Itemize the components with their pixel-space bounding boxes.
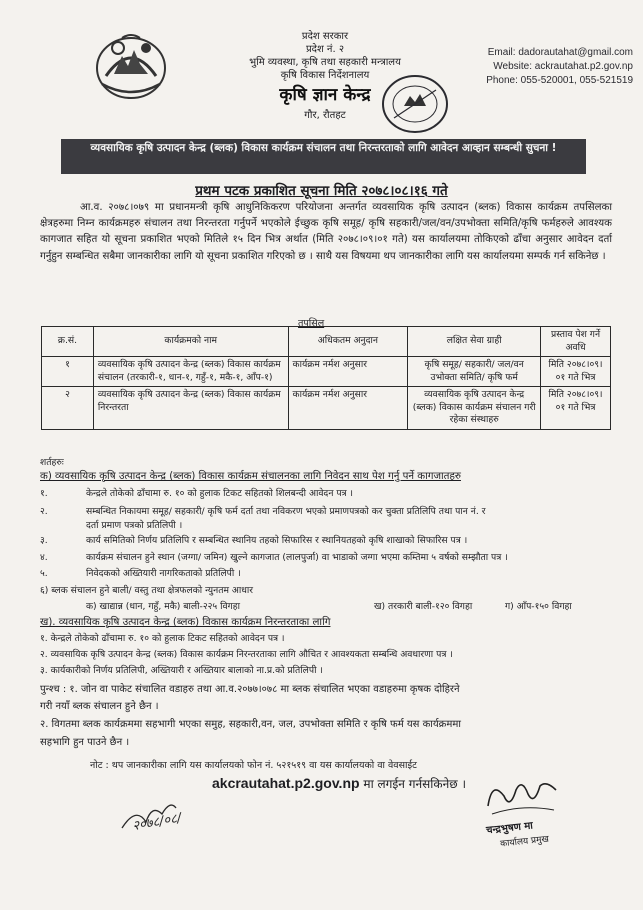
gov-line: प्रदेश सरकार	[301, 31, 349, 42]
website-tail: मा लगईन गर्नसकिनेछ ।	[363, 777, 467, 791]
list-item: १. केन्द्रले तोकेको ढाँचामा रु. १० को हुलाक टिकट सहितको आवेदन पत्र ।	[40, 633, 285, 644]
section-b-heading: ख). व्यवसायिक कृषि उत्पादन केन्द्र (ब्लक) विकास कार्यक्रम निरन्तरताका लागि	[40, 617, 331, 628]
item-number: १.	[40, 488, 48, 499]
item-text: सम्बन्धित निकायमा समूह/ सहकारी/ कृषि फर्म दर्ता तथा नविकरण भएको प्रमाणपत्रको कर चुक्ता प्रतिलिपि तथा पान नं. र	[86, 506, 486, 517]
notice-paragraph: आ.व. २०७८।०७९ मा प्रधानमन्त्री कृषि आधुनिकिकरण परियोजना अन्तर्गत व्यवसायिक कृषि उत्पादन (ब्लक) विकास कार्यक्रम तपसिलका क्षेत्रहरुमा निम्न कार्यक्रमहरु संचालन तथा निरन्तरता गर्नुपर्ने भएकोले ईच्छुक कृषि समूह/ कृषि सहकारी/जल/वन/उपभोक्ता समिति/कृषि फर्महरुले आवश्यक कागजात सहित यो सूचना प्रकाशित भएको मितिले १५ दिन भित्र अर्थात (मिति २०७८।०९।०१ गते) यस कार्यालयमा तोकिएको ढाँचा अनुसार आवेदन दर्ता गर्नुहुन सम्बन्धित सबैमा जानकारीका लागि यो सूचना प्रकाशित गरिएको छ । साथै यस विषयमा थप जानकारीका लागि यस कार्यालयमा सम्पर्क गर्न सकिनेछ ।	[40, 202, 612, 262]
list-item: ३. कार्यकारीको निर्णय प्रतिलिपी, अख्तियारी र अख्तियार बालाको ना.प्र.को प्रतिलिपी ।	[40, 665, 323, 676]
col-beneficiary: लक्षित सेवा ग्राही	[408, 327, 541, 357]
table-row	[42, 357, 611, 387]
item-number: ३.	[40, 535, 48, 546]
date-scribble: २०७८/०८/	[131, 810, 183, 835]
cell-grant: कार्यक्रम नर्मश अनुसार	[288, 357, 408, 387]
ministry-line: भुमि व्यवस्था, कृषि तथा सहकारी मन्त्रालय	[249, 57, 401, 68]
item-text: दर्ता प्रमाण पत्रको प्रतिलिपी ।	[86, 520, 183, 531]
list-item	[40, 519, 620, 532]
cell-program: व्यवसायिक कृषि उत्पादन केन्द्र (ब्लक) विकास कार्यक्रम निरन्तरता	[93, 387, 288, 430]
cell-beneficiary: व्यवसायिक कृषि उत्पादन केन्द्र (ब्लक) विकास कार्यक्रम संचालन गरी रहेका संस्थाहरु	[408, 387, 541, 430]
cell-deadline: मिति २०७८।०९।०१ गते भित्र	[541, 357, 611, 387]
item-number: ५.	[40, 568, 48, 579]
directorate-line: कृषि विकास निर्देशनालय	[280, 70, 370, 81]
cell-grant: कार्यक्रम नर्मश अनुसार	[288, 387, 408, 430]
area-vegetable: ख) तरकारी बाली-१२० विगहा	[374, 601, 473, 612]
col-grant: अधिकतम अनुदान	[288, 327, 408, 357]
cell-serial: १	[42, 357, 94, 387]
website-link[interactable]: akcrautahat.p2.gov.np	[212, 775, 360, 791]
area-cereal: क) खाद्यान्न (धान, गहुँ, मकै) बाली-२२५ विगहा	[86, 601, 241, 612]
signatory-title: कार्यालय प्रमुख	[499, 834, 550, 850]
conditions-label: शर्तहरुः	[40, 457, 64, 468]
signature-icon	[482, 776, 562, 821]
list-item	[40, 487, 620, 500]
note-website-line	[212, 775, 466, 792]
cell-program: व्यवसायिक कृषि उत्पादन केन्द्र (ब्लक) विकास कार्यक्रम संचालन (तरकारी-१, धान-१, गहुँ-१, मकै-१, आँप-१)	[93, 357, 288, 387]
item-text: केन्द्रले तोकेको ढाँचामा रु. १० को हुलाक टिकट सहितको शिलबन्दी आवेदन पत्र ।	[86, 488, 354, 499]
postscript-1: पुन्श्च : १. जोन वा पाकेट संचालित वडाहरु तथा आ.व.२०७७।०७८ मा ब्लक संचालित भएका वडाहरुमा कृषक दोहिरने	[40, 684, 460, 695]
office-stamp-icon	[380, 72, 450, 136]
office-location: गौर, रौतहट	[304, 110, 346, 121]
postscript-2: २. विगतमा ब्लक कार्यक्रममा सहभागी भएका समुह, सहकारी,वन, जल, उपभोक्ता समिति र कृषि फर्म यस कार्यक्रममा	[40, 719, 461, 730]
list-item	[40, 551, 620, 564]
notice-title: प्रथम पटक प्रकाशित सूचना मिति २०७८।०८।१६ गते	[195, 183, 448, 199]
section-a-heading: क) व्यवसायिक कृषि उत्पादन केन्द्र (ब्लक) विकास कार्यक्रम संचालनका लागि निवेदन साथ पेश गर्नु पर्ने कागजातहरु	[40, 471, 461, 482]
item-text: कार्य समितिको निर्णय प्रतिलिपि र सम्बन्धित स्थानिय तहको सिफारिस र स्थानियतहको कृषि शाखाको सिफारिस पत्र ।	[86, 535, 468, 546]
contact-block	[443, 46, 633, 88]
col-deadline: प्रस्ताव पेश गर्ने अवधि	[541, 327, 611, 357]
scribble-mark-icon	[118, 796, 178, 836]
area-mango: ग) आँप-१५० विगहा	[505, 601, 572, 612]
table-header-row	[42, 327, 611, 357]
postscript-1-cont: गरी नयाँ ब्लक संचालन हुने छैन ।	[40, 701, 159, 712]
item-text: निवेदकको अख्तियारी नागरिकताको प्रतिलिपी ।	[86, 568, 241, 579]
col-serial: क्र.सं.	[42, 327, 94, 357]
item-number: २.	[40, 506, 48, 517]
list-item: २. व्यवसायिक कृषि उत्पादन केन्द्र (ब्लक) विकास कार्यक्रम निरन्तरताका लागि औचित र आवश्यकता सम्बन्धि अवधारणा पत्र ।	[40, 649, 453, 660]
program-table	[41, 326, 611, 430]
item-text: कार्यक्रम संचालन हुने स्थान (जग्गा/ जमिन) खुल्ने कागजात (लालपुर्जा) वा भाडाको जग्गा भएमा कम्तिमा ५ वर्षको सम्झौता पत्र ।	[86, 552, 508, 563]
nepal-emblem-icon	[92, 30, 170, 104]
list-item	[40, 567, 620, 580]
item-number: ४.	[40, 552, 48, 563]
area-intro: ६) ब्लक संचालन हुने बाली/ वस्तु तथा क्षेत्रफलको न्युनतम आधार	[40, 585, 254, 596]
contact-website: Website: ackrautahat.p2.gov.np	[493, 61, 633, 72]
cell-deadline: मिति २०७८।०९।०१ गते भित्र	[541, 387, 611, 430]
note-line: नोट : थप जानकारीका लागि यस कार्यालयको फोन नं. ५२१५१९ वा यस कार्यालयको वा वेवसाईट	[90, 760, 417, 771]
contact-email: Email: dadorautahat@gmail.com	[487, 47, 633, 58]
contact-phone: Phone: 055-520001, 055-521519	[486, 75, 633, 86]
province-line: प्रदेश नं. २	[305, 44, 345, 55]
office-name: कृषि ज्ञान केन्द्र	[279, 85, 371, 105]
list-item	[40, 534, 620, 547]
cell-serial: २	[42, 387, 94, 430]
signatory-name: चन्द्रभुषण मा	[485, 820, 534, 837]
notice-banner: व्यवसायिक कृषि उत्पादन केन्द्र (ब्लक) विकास कार्यक्रम संचालन तथा निरन्तरताको लागि आवेदन आव्हान सम्बन्धी सुचना !	[61, 139, 586, 174]
col-program: कार्यक्रमको नाम	[93, 327, 288, 357]
postscript-2-cont: सहभागि हुन पाउने छैन ।	[40, 737, 130, 748]
table-row	[42, 387, 611, 430]
list-item	[40, 505, 620, 518]
cell-beneficiary: कृषि समूह/ सहकारी/ जल/वन उभोक्ता समिति/ कृषि फर्म	[408, 357, 541, 387]
table-caption: तपसिल	[298, 318, 325, 329]
